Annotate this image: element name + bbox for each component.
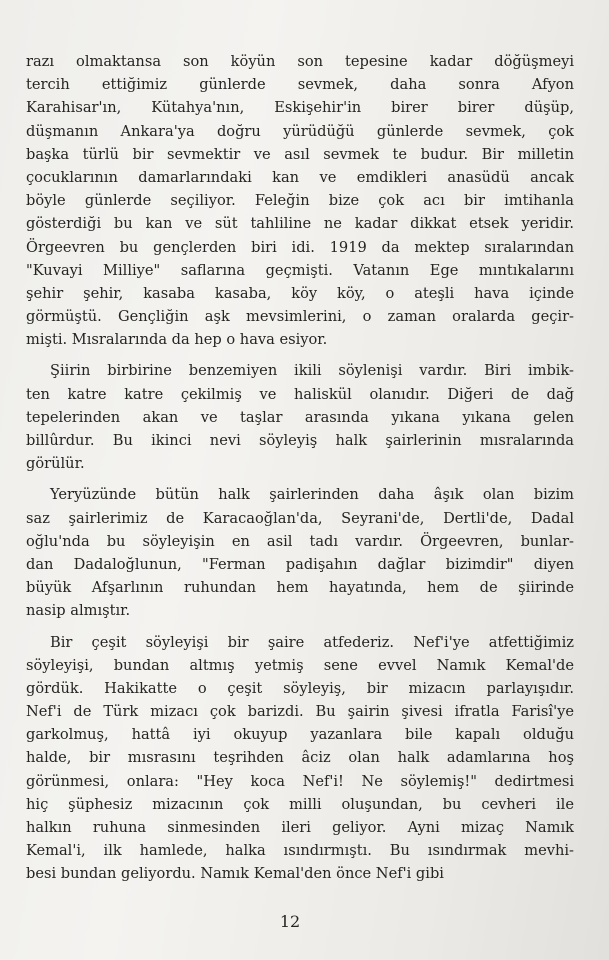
text-line: görmüştü. Gençliğin aşk mevsimlerini, o zaman oralarda geçir- (26, 308, 574, 326)
text-line: tepelerinden akan ve taşlar arasında yıkana yıkana gelen (26, 408, 574, 426)
text-line: "Kuvayi Milliye" saflarına geçmişti. Vatanın Ege mıntıkalarını (26, 261, 574, 279)
text-line: Bir çeşit söyleyişi bir şaire atfederiz. Nef'i'ye atfettiğimiz (50, 633, 574, 651)
text-line: halkın ruhuna sinmesinden ileri geliyor. Ayni mizaç Namık (26, 819, 574, 836)
text-line: oğlu'nda bu söyleyişin en asil tadı vardır. Örgeevren, bunlar- (26, 532, 574, 550)
text-line: büyük Afşarlının ruhundan hem hayatında, hem de şiirinde (26, 579, 574, 597)
text-line: mişti. Mısralarında da hep o hava esiyor. (26, 331, 328, 349)
text-line: böyle günlerde seçiliyor. Feleğin bize çok acı bir imtihanla (26, 192, 574, 210)
paragraph-gap (26, 623, 574, 631)
text-line: nasip almıştır. (26, 602, 131, 620)
text-line: garkolmuş, hattâ iyi okuyup yazanlara bile kapalı olduğu (26, 726, 574, 744)
text-line: düşmanın Ankara'ya doğru yürüdüğü günlerde sevmek, çok (26, 122, 574, 140)
text-line: billûrdur. Bu ikinci nevi söyleyiş halk şairlerinin mısralarında (26, 432, 574, 449)
text-line: ten katre katre çekilmiş ve haliskül olanıdır. Diğeri de dağ (26, 385, 574, 403)
page-body-text (26, 50, 574, 886)
paragraph-gap (26, 475, 574, 483)
page-number: 12 (279, 912, 301, 931)
paragraph (26, 631, 574, 886)
text-line: Karahisar'ın, Kütahya'nın, Eskişehir'in birer birer düşüp, (26, 99, 574, 117)
text-line: Şiirin birbirine benzemiyen ikili söylenişi vardır. Biri imbik- (50, 362, 574, 380)
text-line: görülür. (26, 455, 85, 473)
text-line: Yeryüzünde bütün halk şairlerinden daha âşık olan bizim (50, 486, 574, 504)
text-line: halde, bir mısrasını teşrihden âciz olan halk adamlarına hoş (26, 749, 574, 767)
text-line: razı olmaktansa son köyün son tepesine kadar döğüşmeyi (26, 53, 574, 70)
text-line: gösterdiği bu kan ve süt tahliline ne kadar dikkat etsek yeridir. (26, 215, 574, 233)
text-line: dan Dadaloğlunun, "Ferman padişahın dağlar bizimdir" diyen (26, 555, 574, 573)
text-line: başka türlü bir sevmektir ve asıl sevmek te budur. Bir milletin (26, 145, 574, 163)
text-line: şehir şehir, kasaba kasaba, köy köy, o ateşli hava içinde (26, 284, 574, 302)
text-line: çocuklarının damarlarındaki kan ve emdikleri anasüdü ancak (26, 168, 574, 186)
text-line: Örgeevren bu gençlerden biri idi. 1919 da mektep sıralarından (26, 238, 574, 256)
text-line: söyleyişi, bundan altmış yetmiş sene evvel Namık Kemal'de (26, 656, 574, 674)
text-line: Kemal'i, ilk hamlede, halka ısındırmıştı. Bu ısındırmak mevhi- (26, 842, 574, 860)
text-line: hiç şüphesiz mizacının çok milli oluşundan, bu cevheri ile (26, 795, 574, 813)
text-line: Nef'i de Türk mizacı çok barizdi. Bu şairin şivesi ifratla Farisî'ye (26, 703, 574, 721)
text-line: görünmesi, onlara: "Hey koca Nef'i! Ne söylemiş!" dedirtmesi (26, 772, 574, 790)
text-line: gördük. Hakikatte o çeşit söyleyiş, bir mizacın parlayışıdır. (26, 679, 574, 697)
text-line: tercih ettiğimiz günlerde sevmek, daha sonra Afyon (26, 76, 574, 94)
paragraph (26, 483, 574, 622)
paragraph-gap (26, 351, 574, 359)
text-line: saz şairlerimiz de Karacaoğlan'da, Seyrani'de, Dertli'de, Dadal (26, 509, 574, 527)
paragraph (26, 359, 574, 475)
paragraph (26, 50, 574, 351)
text-line: besi bundan geliyordu. Namık Kemal'den önce Nef'i gibi (26, 865, 444, 883)
